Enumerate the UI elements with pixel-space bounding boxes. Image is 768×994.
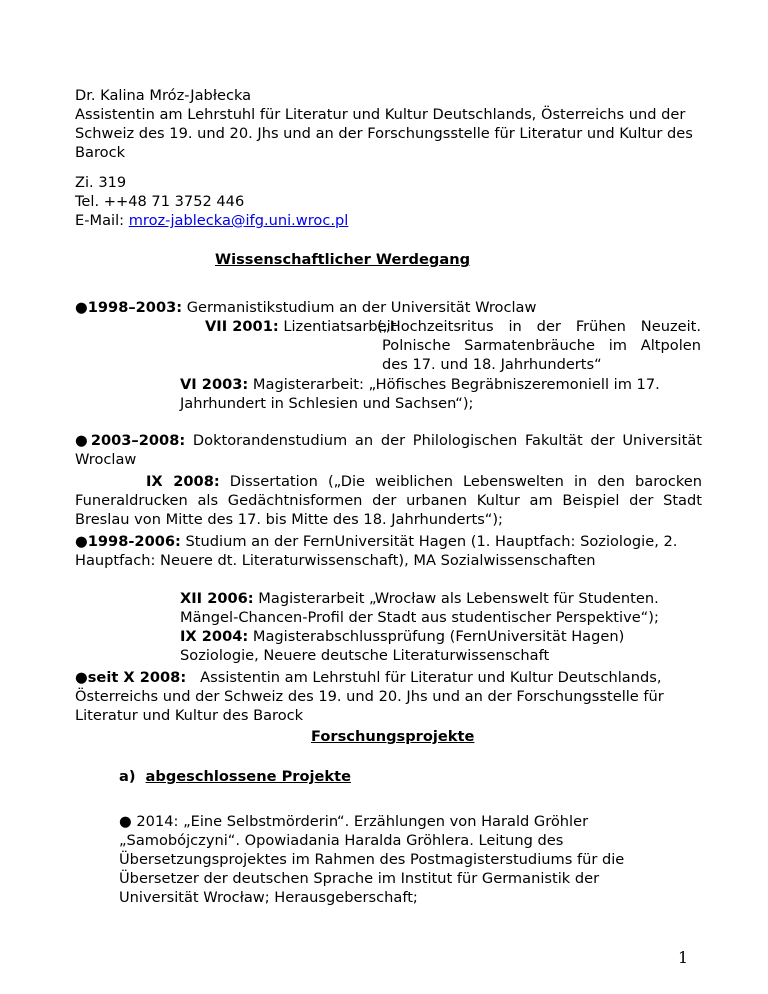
sub-entry-date: VII 2001: <box>205 318 279 335</box>
sub-entry-lizentiat-date <box>205 317 396 336</box>
email-label: E-Mail: <box>75 212 125 229</box>
subheading-marker: a) <box>119 768 136 785</box>
email-line <box>75 211 715 230</box>
entry-text: Germanistikstudium an der Universität Wroclaw <box>182 299 537 316</box>
header-block <box>75 86 715 230</box>
projekte-subheading <box>119 767 351 786</box>
projekt-item: ● 2014: „Eine Selbstmörderin“. Erzählungen von Harald Gröhler „Samobójczyni“. Opowiadania Haralda Gröhlera. Leitung des Übersetzungsprojektes im Rahmen des Postmagisterstudiums für die Übersetzer der deutschen Sprache im Institut für Germanistik der Universität Wrocław; Herausgeberschaft; <box>119 813 625 906</box>
entry-date: seit X 2008: <box>87 669 187 686</box>
phone-number: Tel. ++48 71 3752 446 <box>75 193 245 210</box>
entry-date: 1998–2003: <box>87 299 183 316</box>
sub-entry-magisterarbeit <box>180 375 695 413</box>
sub-entry-date: IX 2008: <box>146 473 220 490</box>
email-link[interactable]: mroz-jablecka@ifg.uni.wroc.pl <box>128 212 349 229</box>
subheading-text: abgeschlossene Projekte <box>145 768 351 785</box>
entry-doktorandenstudium <box>75 431 702 469</box>
entry-assistentin <box>75 668 695 725</box>
sub-entry-text: Magisterarbeit: „Höfisches Begräbniszeremoniell im 17. Jahrhundert in Schlesien und Sachsen“); <box>180 376 660 412</box>
entry-text: Doktorandenstudium an der Philologischen Fakultät der Universität Wroclaw <box>75 432 702 468</box>
sub-entry-abschlusspruefung <box>180 627 680 665</box>
entry-fernuniversitaet <box>75 532 695 570</box>
entry-date: 1998-2006: <box>87 533 181 550</box>
sub-entry-dissertation <box>75 472 702 529</box>
author-name: Dr. Kalina Mróz-Jabłecka <box>75 87 252 104</box>
entry-date: 2003–2008: <box>90 432 186 449</box>
projekte-heading: Forschungsprojekte <box>311 728 475 745</box>
entry-text: Studium an der FernUniversität Hagen (1. Hauptfach: Soziologie, 2. Hauptfach: Neuere dt. Literaturwissenschaft), MA Sozialwissenschaften <box>75 533 678 569</box>
sub-entry-date: VI 2003: <box>180 376 249 393</box>
bullet-icon: ● <box>75 533 88 550</box>
sub-entry-text: Lizentiatsarbeit <box>278 318 397 335</box>
entry-text: Assistentin am Lehrstuhl für Literatur und Kultur Deutschlands, Österreichs und der Schweiz des 19. und 20. Jhs und an der Forschungsstelle für Literatur und Kultur des Barock <box>75 669 664 724</box>
werdegang-heading: Wissenschaftlicher Werdegang <box>215 251 471 268</box>
room-number: Zi. 319 <box>75 174 127 191</box>
entry-germanistik <box>75 298 536 317</box>
bullet-icon: ● <box>75 432 91 449</box>
sub-entry-text: Magisterabschlussprüfung (FernUniversität Hagen) Soziologie, Neuere deutsche Literaturwissenschaft <box>180 628 625 664</box>
sub-entry-date: IX 2004: <box>180 628 249 645</box>
bullet-icon: ● <box>75 669 88 686</box>
lizentiat-title: („Hochzeitsritus in der Frühen Neuzeit. Polnische Sarmatenbräuche im Altpolen des 17. und 18. Jahrhunderts“ <box>377 318 701 373</box>
sub-entry-magisterarbeit-wroclaw <box>180 589 680 627</box>
page-number: 1 <box>678 948 689 967</box>
author-position: Assistentin am Lehrstuhl für Literatur und Kultur Deutschlands, Österreichs und der Schweiz des 19. und 20. Jhs und an der Forschungsstelle für Literatur und Kultur des Barock <box>75 106 693 161</box>
sub-entry-text: Dissertation („Die weiblichen Lebenswelten in den barocken Funeraldrucken als Gedächtnisformen der urbanen Kultur am Beispiel der Stadt Breslau von Mitte des 17. bis Mitte des 18. Jahrhunderts“); <box>75 473 703 528</box>
bullet-icon: ● <box>75 299 88 316</box>
sub-entry-text: Magisterarbeit „Wrocław als Lebenswelt für Studenten. Mängel-Chancen-Profil der Stadt aus studentischer Perspektive“); <box>180 590 659 626</box>
sub-entry-date: XII 2006: <box>180 590 254 607</box>
